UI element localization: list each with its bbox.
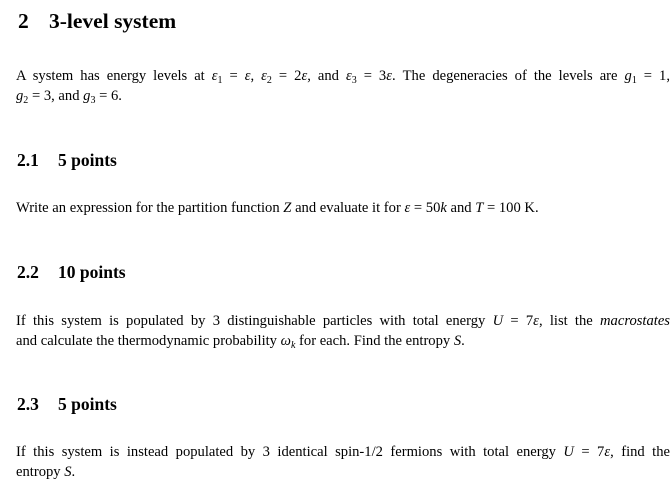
math-T: T	[475, 200, 484, 216]
intro-text: A system has energy levels at	[16, 68, 212, 84]
intro-line-2	[16, 87, 670, 107]
intro-text: ,	[250, 68, 262, 84]
math-epsilon: ε	[211, 68, 218, 84]
question-text: Write an expression for the partition function	[16, 200, 284, 216]
emphasis-macrostates: macrostates	[600, 313, 670, 329]
subsection-points: 5 points	[58, 150, 117, 170]
question-text: , list the	[538, 313, 600, 329]
subsection-heading-2-2	[17, 261, 126, 283]
intro-paragraph	[16, 67, 670, 106]
math-value: = 7	[573, 444, 605, 460]
question-text: and evaluate it for	[291, 200, 405, 216]
math-equals: =	[222, 68, 245, 84]
question-text: for each. Find the entropy	[295, 332, 454, 349]
math-subscript: 2	[23, 94, 29, 106]
section-title	[18, 6, 176, 36]
math-S: S	[453, 332, 462, 349]
subsection-number: 2.2	[17, 262, 39, 282]
math-subscript: 2	[266, 75, 272, 86]
subsection-heading-2-3	[17, 393, 117, 415]
math-subscript: 1	[631, 75, 637, 86]
question-2-2	[16, 312, 670, 351]
intro-text: , and	[307, 68, 346, 84]
subsection-points: 5 points	[58, 394, 117, 414]
math-value: = 1,	[636, 68, 670, 84]
math-epsilon: ε	[386, 68, 392, 84]
question-2-1	[16, 199, 670, 219]
math-epsilon: ε	[404, 200, 411, 216]
question-text: .	[71, 463, 76, 480]
math-g: g	[624, 68, 632, 84]
question-text: , find the	[610, 444, 670, 460]
math-value: = 7	[503, 313, 534, 329]
intro-line-1	[16, 67, 670, 87]
math-epsilon: ε	[244, 68, 251, 84]
math-g: g	[16, 87, 24, 104]
math-U: U	[492, 313, 504, 329]
question-line	[16, 443, 670, 463]
math-value: = 100 K.	[483, 200, 539, 216]
math-epsilon: ε	[301, 68, 308, 84]
math-value: = 3, and	[28, 87, 84, 104]
section-number: 2	[18, 9, 29, 33]
math-equals: = 2	[271, 68, 302, 84]
math-value: = 50	[410, 200, 441, 216]
question-text: and calculate the thermodynamic probability	[16, 332, 281, 349]
math-Z: Z	[283, 200, 292, 216]
question-text: and	[446, 200, 476, 216]
math-S: S	[64, 463, 72, 480]
section-title-text: 3-level system	[49, 9, 177, 33]
question-text: If this system is instead populated by 3 identical spin-1/2 fermions with total energy	[16, 444, 564, 460]
question-text: .	[461, 332, 465, 349]
question-text: If this system is populated by 3 distinguishable particles with total energy	[16, 313, 493, 329]
math-epsilon: ε	[604, 444, 611, 460]
math-equals: = 3	[356, 68, 387, 84]
math-subscript: 1	[217, 75, 223, 86]
math-epsilon: ε	[261, 68, 267, 84]
subsection-points: 10 points	[58, 262, 126, 282]
math-omega: ω	[280, 332, 291, 349]
math-subscript: k	[290, 339, 296, 351]
math-epsilon: ε	[533, 313, 539, 329]
subsection-number: 2.1	[17, 150, 39, 170]
intro-text: . The degeneracies of the levels are	[392, 68, 625, 84]
math-epsilon: ε	[345, 68, 352, 84]
math-subscript: 3	[351, 75, 357, 86]
question-line	[16, 312, 670, 332]
math-k: k	[440, 200, 447, 216]
math-value: = 6.	[95, 87, 122, 104]
question-2-3	[16, 443, 670, 482]
math-subscript: 3	[90, 94, 96, 106]
math-g: g	[83, 87, 91, 104]
subsection-heading-2-1	[17, 149, 117, 171]
question-line	[16, 463, 670, 483]
question-line	[16, 332, 670, 352]
subsection-number: 2.3	[17, 394, 39, 414]
question-line	[16, 199, 670, 219]
math-U: U	[563, 444, 574, 460]
question-text: entropy	[16, 463, 65, 480]
